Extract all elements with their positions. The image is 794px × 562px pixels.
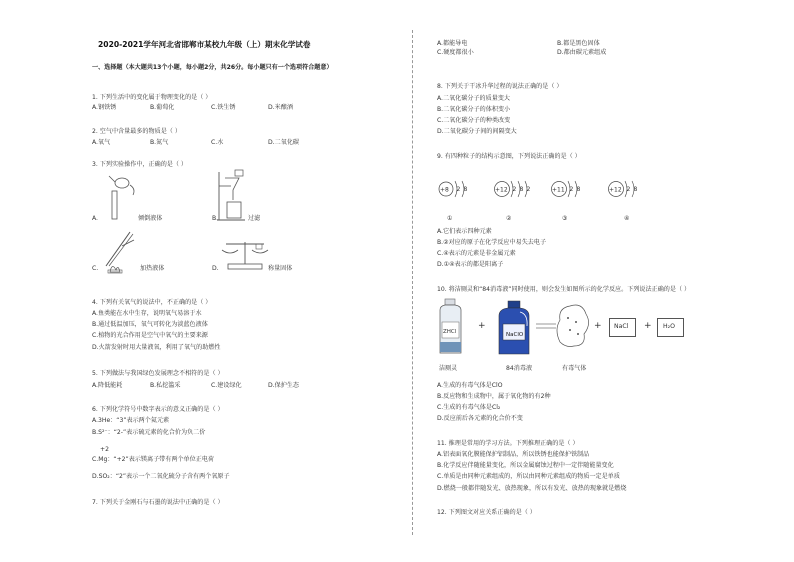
atom-3-shell-2: 8 bbox=[576, 186, 581, 193]
q1-option-d: D.米酿酒 bbox=[268, 104, 293, 111]
q5-option-a: A.降低能耗 bbox=[92, 382, 123, 389]
q11-option-c: C.单质是由同种元素组成的，所以由同种元素组成的物质一定是单质 bbox=[437, 473, 620, 480]
q8-option-a: A.二氧化碳分子的质量变大 bbox=[437, 95, 511, 102]
q7-option-b: B.都是黑色固体 bbox=[557, 40, 600, 47]
q10-option-b: B.反应物和生成物中，属于氧化物的有2种 bbox=[437, 393, 551, 400]
filtration-figure bbox=[215, 168, 249, 224]
q8-option-b: B.二氧化碳分子的体积变小 bbox=[437, 106, 511, 113]
atom-4-shell-1: 2 bbox=[626, 186, 631, 193]
plus-sign-1: + bbox=[478, 321, 486, 331]
atom-2-shell-3: 2 bbox=[526, 186, 531, 193]
q10-option-d: D.反应前后各元素的化合价不变 bbox=[437, 415, 523, 422]
q6-valence-mark: +2 bbox=[100, 446, 109, 453]
plus-sign-3: + bbox=[644, 321, 652, 331]
q5-option-d: D.保护生态 bbox=[268, 382, 300, 389]
question-7-stem: 7. 下列关于金刚石与石墨的说法中正确的是（ ） bbox=[92, 499, 224, 506]
q8-option-c: C.二氧化碳分子的种类改变 bbox=[437, 117, 511, 124]
caption-toilet-cleaner: 洁厕灵 bbox=[439, 365, 458, 372]
atom-3 bbox=[552, 181, 581, 222]
disinfectant-bottle-icon bbox=[496, 300, 532, 356]
atom-2-shell-2: 8 bbox=[519, 186, 524, 193]
section-heading: 一、选择题（本大题共13个小题，每小题2分，共26分。每小题只有一个选项符合题意） bbox=[92, 64, 333, 71]
question-8-stem: 8. 下列关于干冰升华过程的说法正确的是（ ） bbox=[437, 83, 563, 90]
q5-option-c: C.建设绿化 bbox=[211, 382, 242, 389]
q6-option-d: D.SO₂：“2”表示一个二氧化硫分子含有两个氧原子 bbox=[92, 473, 230, 480]
atom-1-label: ① bbox=[447, 215, 453, 222]
q11-option-a: A.铝表面氧化膜能保护铝制品，所以铁锈也能保护铁制品 bbox=[437, 451, 590, 458]
question-2-stem: 2. 空气中含量最多的物质是（ ） bbox=[92, 128, 181, 135]
question-5-stem: 5. 下列做法与我国绿色发展理念不相符的是（ ） bbox=[92, 370, 224, 377]
atom-4-label: ④ bbox=[624, 215, 630, 222]
product-2-label: H₂O bbox=[663, 323, 676, 330]
question-4-stem: 4. 下列有关氧气的说法中，不正确的是（ ） bbox=[92, 299, 212, 306]
plus-sign-2: + bbox=[594, 321, 602, 331]
q11-option-d: D.燃烧一般都伴随发光、放热现象，所以有发光、放热的现象就是燃烧 bbox=[437, 485, 627, 492]
q3-caption-a: 倾倒液体 bbox=[138, 215, 163, 222]
q4-option-b: B.通过低温加压，氧气可转化为淡蓝色液体 bbox=[92, 321, 208, 328]
q10-option-a: A.生成的有毒气体是ClO bbox=[437, 382, 503, 389]
q8-option-d: D.二氧化碳分子间的间隔变大 bbox=[437, 128, 517, 135]
atom-structure-diagrams bbox=[434, 176, 674, 224]
atom-3-label: ③ bbox=[562, 215, 568, 222]
caption-toxic-gas: 有毒气体 bbox=[562, 365, 587, 372]
q4-option-a: A.鱼类能在水中生存，说明氧气易溶于水 bbox=[92, 310, 202, 317]
q1-option-a: A.钢铁锈 bbox=[92, 104, 117, 111]
q9-option-d: D.①④表示的都是阳离子 bbox=[437, 261, 504, 268]
q9-option-a: A.它们表示四种元素 bbox=[437, 228, 492, 235]
q6-option-a: A.3He：“3”表示两个氦元素 bbox=[92, 417, 170, 424]
heating-liquid-figure bbox=[100, 226, 144, 274]
q3-option-c: C. bbox=[92, 265, 99, 272]
exam-title: 2020-2021学年河北省邯郸市某校九年级（上）期末化学试卷 bbox=[98, 40, 311, 49]
q9-option-c: C.④表示的元素是非金属元素 bbox=[437, 250, 516, 257]
q1-option-c: C.铁生锈 bbox=[211, 104, 236, 111]
question-3-stem: 3. 下列实验操作中，正确的是（ ） bbox=[92, 161, 188, 168]
q3-option-d: D. bbox=[212, 265, 219, 272]
caption-84-disinfectant: 84消毒液 bbox=[506, 365, 533, 372]
q7-option-c: C.硬度都很小 bbox=[437, 49, 474, 56]
q5-option-b: B.私挖滥采 bbox=[150, 382, 181, 389]
q11-option-b: B.化学反应伴随能量变化，所以金属腐蚀过程中一定伴随能量变化 bbox=[437, 462, 614, 469]
q7-option-d: D.都由碳元素组成 bbox=[557, 49, 607, 56]
question-12-stem: 12. 下列图文对应关系正确的是（ ） bbox=[437, 509, 536, 516]
bottle-1-label: ZHCl bbox=[443, 329, 457, 335]
atom-1-shell-1: 2 bbox=[456, 186, 461, 193]
q6-option-b: B.S²⁻：“2-”表示硫元素的化合价为负二价 bbox=[92, 429, 206, 436]
question-1-stem: 1. 下列生活中的变化属于物理变化的是（ ） bbox=[92, 94, 212, 101]
q2-option-a: A.氧气 bbox=[92, 139, 111, 146]
balance-figure bbox=[220, 232, 270, 272]
atom-3-nucleus: +11 bbox=[552, 186, 565, 194]
question-11-stem: 11. 推理是常用的学习方法。下列推理正确的是（ ） bbox=[437, 440, 579, 447]
q7-option-a: A.都能导电 bbox=[437, 40, 468, 47]
question-10-stem: 10. 将洁厕灵和“84消毒液”同时使用，则会发生如图所示的化学反应。下列说法正确的是（ ） bbox=[437, 286, 691, 293]
q4-option-d: D.火箭发射时用大量液氧，利用了氧气的助燃性 bbox=[92, 344, 221, 351]
q3-option-a: A. bbox=[92, 215, 98, 222]
q3-caption-d: 称量固体 bbox=[268, 265, 293, 272]
q4-option-c: C.植物的光合作用是空气中氧气的主要来源 bbox=[92, 332, 208, 339]
q2-option-d: D.二氧化碳 bbox=[268, 139, 300, 146]
atom-3-shell-1: 2 bbox=[569, 186, 574, 193]
atom-2-label: ② bbox=[506, 215, 512, 222]
right-column bbox=[412, 0, 794, 562]
atom-1 bbox=[439, 181, 468, 222]
atom-1-shell-2: 8 bbox=[463, 186, 468, 193]
q3-caption-c: 加热液体 bbox=[140, 265, 165, 272]
question-9-stem: 9. 有四种粒子的结构示意图，下列说法正确的是（ ） bbox=[437, 153, 581, 160]
toxic-gas-icon bbox=[552, 300, 592, 350]
atom-4-shell-2: 8 bbox=[633, 186, 638, 193]
q6-option-c: C.Mg：“+2”表示镁离子带有两个单位正电荷 bbox=[92, 456, 215, 463]
atom-2-shell-1: 2 bbox=[512, 186, 517, 193]
q2-option-b: B.氮气 bbox=[150, 139, 169, 146]
atom-4 bbox=[609, 181, 638, 222]
q10-option-c: C.生成的有毒气体是Cl₂ bbox=[437, 404, 501, 411]
q9-option-b: B.②对应的原子在化学反应中易失去电子 bbox=[437, 239, 547, 246]
q3-caption-b: 过滤 bbox=[248, 215, 261, 222]
q2-option-c: C.水 bbox=[211, 139, 224, 146]
question-6-stem: 6. 下列化学符号中数字表示的意义正确的是（ ） bbox=[92, 406, 224, 413]
q1-option-b: B.葡萄化 bbox=[150, 104, 175, 111]
product-1-label: NaCl bbox=[614, 323, 629, 330]
atom-4-nucleus: +12 bbox=[609, 186, 622, 194]
atom-1-nucleus: +8 bbox=[440, 186, 449, 194]
q3-option-b: B. bbox=[212, 215, 219, 222]
toilet-cleaner-bottle-icon bbox=[436, 298, 466, 356]
bottle-2-label: NaClO bbox=[506, 332, 524, 338]
atom-2 bbox=[495, 181, 531, 222]
atom-2-nucleus: +12 bbox=[495, 186, 508, 194]
